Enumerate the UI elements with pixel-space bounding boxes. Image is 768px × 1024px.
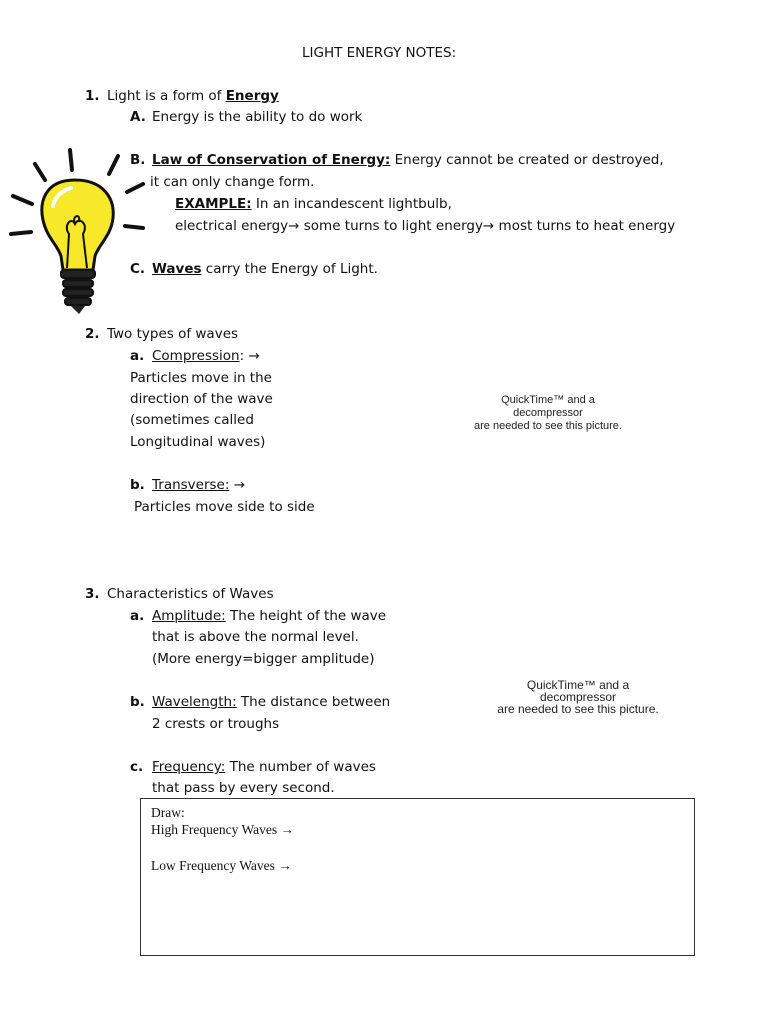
section-2-text: Two types of waves bbox=[107, 326, 239, 342]
section-1b-text-2: it can only change form. bbox=[150, 174, 315, 190]
wavelength-text: The distance between bbox=[236, 694, 391, 710]
draw-label: Draw: bbox=[151, 805, 185, 820]
lightbulb-icon bbox=[5, 146, 145, 326]
high-frequency-label: High Frequency Waves → bbox=[151, 822, 295, 837]
quicktime-line: are needed to see this picture. bbox=[497, 702, 659, 716]
frequency-text: The number of waves bbox=[225, 759, 376, 775]
frequency-term: Frequency: bbox=[152, 759, 226, 775]
item-letter: b. bbox=[130, 694, 145, 710]
compression-arrow: : → bbox=[239, 348, 260, 364]
quicktime-line: decompressor bbox=[513, 407, 583, 419]
quicktime-line: are needed to see this picture. bbox=[474, 420, 622, 432]
transverse-desc: Particles move side to side bbox=[134, 499, 315, 515]
item-letter: A. bbox=[130, 109, 146, 125]
transverse-term: Transverse: bbox=[152, 477, 230, 493]
compression-desc: Particles move in the bbox=[130, 370, 272, 386]
wavelength-desc: 2 crests or troughs bbox=[152, 716, 280, 732]
item-letter: c. bbox=[130, 759, 144, 775]
amplitude-desc: (More energy=bigger amplitude) bbox=[152, 651, 375, 667]
quicktime-line: decompressor bbox=[539, 690, 617, 704]
section-1a-text: Energy is the ability to do work bbox=[152, 109, 363, 125]
low-frequency-label: Low Frequency Waves → bbox=[151, 858, 292, 873]
quicktime-line: QuickTime™ and a bbox=[501, 394, 595, 406]
example-line-2: electrical energy→ some turns to light energy→ most turns to heat energy bbox=[175, 218, 676, 234]
item-letter: a. bbox=[130, 608, 145, 624]
item-letter: C. bbox=[130, 261, 146, 277]
amplitude-text: The height of the wave bbox=[225, 608, 387, 624]
quicktime-placeholder bbox=[488, 679, 668, 715]
page-title: LIGHT ENERGY NOTES: bbox=[302, 45, 457, 61]
section-1c-line bbox=[152, 260, 378, 278]
example-label: EXAMPLE: bbox=[175, 196, 252, 212]
item-letter: a. bbox=[130, 348, 145, 364]
frequency-desc: that pass by every second. bbox=[152, 780, 335, 796]
item-number: 1. bbox=[85, 88, 100, 104]
section-1-line bbox=[107, 87, 279, 105]
energy-keyword: Energy bbox=[225, 88, 279, 104]
compression-term: Compression bbox=[152, 348, 240, 364]
example-line bbox=[175, 195, 452, 213]
compression-desc: Longitudinal waves) bbox=[130, 434, 266, 450]
compression-line bbox=[152, 347, 260, 365]
wavelength-line bbox=[152, 693, 390, 711]
amplitude-line bbox=[152, 607, 386, 625]
item-number: 2. bbox=[85, 326, 100, 342]
wavelength-term: Wavelength: bbox=[152, 694, 237, 710]
amplitude-desc: that is above the normal level. bbox=[152, 629, 359, 645]
quicktime-placeholder bbox=[473, 394, 623, 433]
item-letter: b. bbox=[130, 477, 145, 493]
section-1-text: Light is a form of bbox=[107, 88, 226, 104]
conservation-term: Law of Conservation of Energy: bbox=[152, 152, 391, 168]
section-1b-text: Energy cannot be created or destroyed, bbox=[390, 152, 664, 168]
section-1c-text: carry the Energy of Light. bbox=[201, 261, 378, 277]
compression-desc: (sometimes called bbox=[130, 412, 254, 428]
waves-term: Waves bbox=[152, 261, 202, 277]
example-text: In an incandescent lightbulb, bbox=[251, 196, 452, 212]
transverse-line bbox=[152, 476, 245, 494]
amplitude-term: Amplitude: bbox=[152, 608, 226, 624]
item-number: 3. bbox=[85, 586, 100, 602]
transverse-arrow: → bbox=[229, 477, 246, 493]
frequency-line bbox=[152, 758, 376, 776]
compression-desc: direction of the wave bbox=[130, 391, 273, 407]
item-letter: B. bbox=[130, 152, 146, 168]
section-3-text: Characteristics of Waves bbox=[107, 586, 274, 602]
draw-box[interactable] bbox=[140, 798, 695, 956]
quicktime-line: QuickTime™ and a bbox=[526, 678, 630, 692]
section-1b-line bbox=[152, 151, 664, 169]
